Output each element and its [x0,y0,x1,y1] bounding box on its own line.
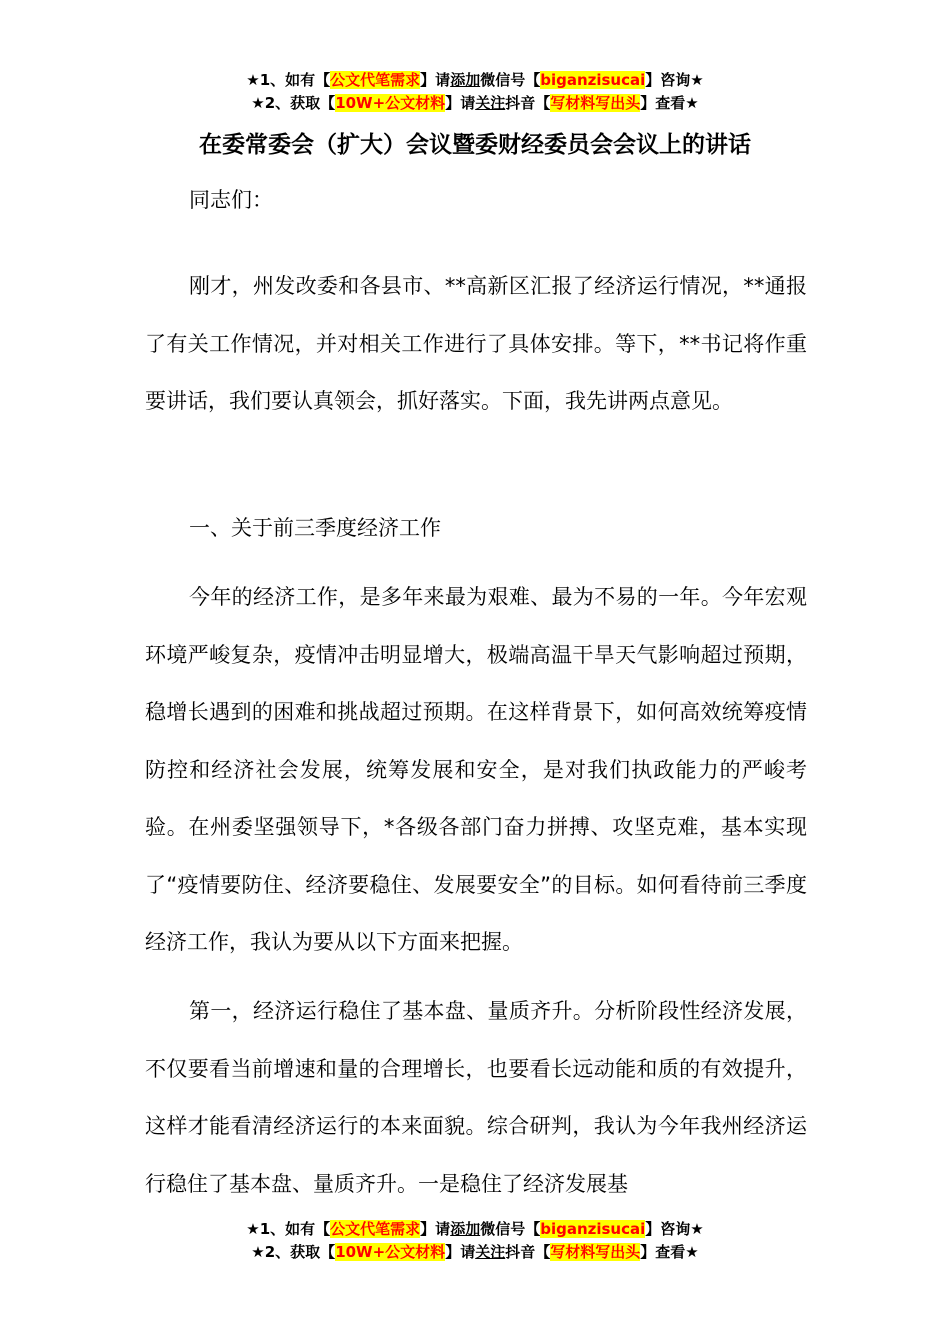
highlight-wechat-id: biganzisucai [540,1220,646,1238]
highlight-materials: 10W+公文材料 [335,94,446,112]
highlight-materials: 10W+公文材料 [335,1243,446,1261]
promo-text: 】请 [420,71,451,89]
highlight-douyin: 写材料写出头 [550,94,641,112]
highlight-douyin: 写材料写出头 [550,1243,641,1261]
footer-promo-banner [0,1218,950,1264]
highlight-need: 公文代笔需求 [330,71,421,89]
promo-text: 微信号【 [480,1220,541,1238]
promo-text: 】咨询★ [645,1220,704,1238]
underlined-add: 添加 [450,1220,481,1238]
header-promo-banner [0,69,950,115]
promo-text: 】请 [445,1243,476,1261]
promo-text: ★1、如有【 [246,71,331,89]
body-paragraph-2: 今年的经济工作，是多年来最为艰难、最为不易的一年。今年宏观环境严峻复杂，疫情冲击明显增大，极端高温干旱天气影响超过预期，稳增长遇到的困难和挑战超过预期。在这样背景下，如何高效统筹疫情防控和经济社会发展，统筹发展和安全，是对我们执政能力的严峻考验。在州委坚强领导下，*各级各部门奋力拼搏、攻坚克难，基本实现了“疫情要防住、经济要稳住、发展要安全”的目标。如何看待前三季度经济工作，我认为要从以下方面来把握。 [145,585,807,954]
section-heading: 一、关于前三季度经济工作 [189,516,441,540]
underlined-follow: 关注 [475,1243,506,1261]
salutation: 同志们： [189,188,273,212]
document-title: 在委常委会（扩大）会议暨委财经委员会会议上的讲话 [199,132,751,158]
promo-text: ★1、如有【 [246,1220,331,1238]
underlined-follow: 关注 [475,94,506,112]
promo-text: 】请 [420,1220,451,1238]
body-paragraph-1: 刚才，州发改委和各县市、**高新区汇报了经济运行情况，**通报了有关工作情况，并对相关工作进行了具体安排。等下，**书记将作重要讲话，我们要认真领会，抓好落实。下面，我先讲两点意见。 [145,274,807,413]
promo-text: 】查看★ [640,94,699,112]
promo-line-2 [0,92,950,115]
promo-line-1 [0,69,950,92]
promo-text: ★2、获取【 [251,1243,336,1261]
promo-line-2 [0,1241,950,1264]
highlight-wechat-id: biganzisucai [540,71,646,89]
promo-text: 抖音【 [505,1243,551,1261]
underlined-add: 添加 [450,71,481,89]
promo-text: 微信号【 [480,71,541,89]
promo-text: ★2、获取【 [251,94,336,112]
highlight-need: 公文代笔需求 [330,1220,421,1238]
promo-text: 】查看★ [640,1243,699,1261]
promo-text: 】请 [445,94,476,112]
promo-text: 】咨询★ [645,71,704,89]
promo-line-1 [0,1218,950,1241]
promo-text: 抖音【 [505,94,551,112]
body-paragraph-3: 第一，经济运行稳住了基本盘、量质齐升。分析阶段性经济发展，不仅要看当前增速和量的合理增长，也要看长远动能和质的有效提升，这样才能看清经济运行的本来面貌。综合研判，我认为今年我州经济运行稳住了基本盘、量质齐升。一是稳住了经济发展基 [145,999,807,1196]
